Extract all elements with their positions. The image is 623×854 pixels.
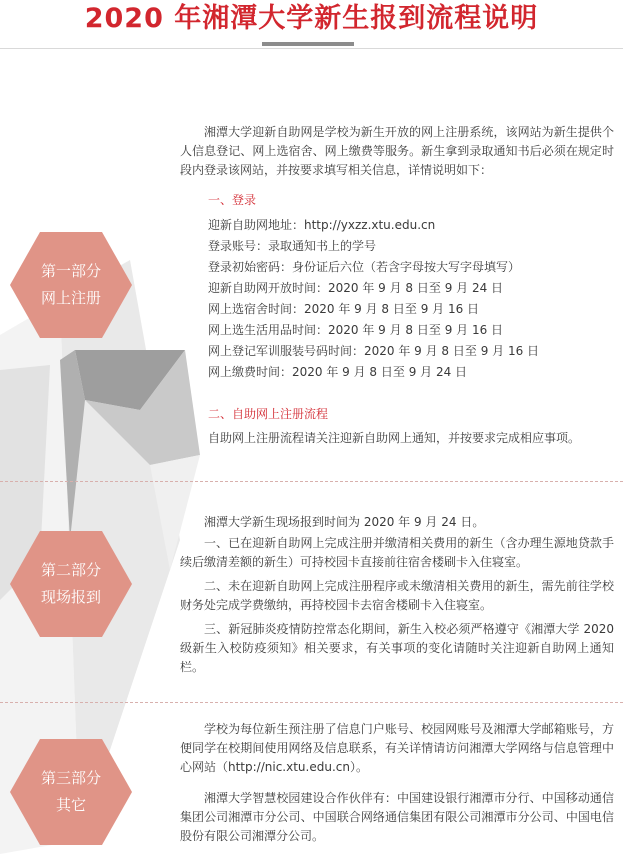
login-heading: 一、登录 <box>208 193 257 207</box>
part1-intro: 湘潭大学迎新自助网是学校为新生开放的网上注册系统，该网站为新生提供个人信息登记、网上选宿舍、网上缴费等服务。新生拿到录取通知书后必须在规定时段内登录该网站，并按要求填写相关信息，详情说明如下： <box>180 125 614 177</box>
part2-item2: 二、未在迎新自助网上完成注册程序或未缴清相关费用的新生，需先前往学校财务处完成学费缴纳，再持校园卡去宿舍楼刷卡入住寝室。 <box>180 579 614 612</box>
section-label-part1 <box>10 232 132 338</box>
flow-heading: 二、自助网上注册流程 <box>208 407 329 421</box>
login-item: 网上缴费时间：2020 年 9 月 8 日至 9 月 24 日 <box>208 365 468 379</box>
flow-text: 自助网上注册流程请关注迎新自助网上通知，并按要求完成相应事项。 <box>208 431 581 445</box>
login-item: 登录账号：录取通知书上的学号 <box>208 239 377 253</box>
section-label-part3 <box>10 739 132 845</box>
login-item: 迎新自助网地址：http://yxzz.xtu.edu.cn <box>208 218 436 232</box>
title-underline-bar <box>262 42 354 46</box>
login-item: 迎新自助网开放时间：2020 年 9 月 8 日至 9 月 24 日 <box>208 281 504 295</box>
section-label-line2: 网上注册 <box>40 289 101 307</box>
page-title: 2020 年湘潭大学新生报到流程说明 <box>84 3 539 34</box>
login-item: 网上选生活用品时间：2020 年 9 月 8 日至 9 月 16 日 <box>208 323 504 337</box>
section-label-line2: 其它 <box>55 796 86 814</box>
section-divider <box>0 702 623 703</box>
title-rule <box>0 48 623 49</box>
section-label-line2: 现场报到 <box>40 588 101 606</box>
login-item: 登录初始密码：身份证后六位（若含字母按大写字母填写） <box>208 260 521 274</box>
login-item: 网上登记军训服装号码时间：2020 年 9 月 8 日至 9 月 16 日 <box>208 344 540 358</box>
section-label-line1: 第二部分 <box>40 561 101 579</box>
part2-date: 湘潭大学新生现场报到时间为 2020 年 9 月 24 日。 <box>204 515 485 529</box>
section-label-line1: 第一部分 <box>40 262 101 280</box>
part3-para1: 学校为每位新生预注册了信息门户账号、校园网账号及湘潭大学邮箱账号，方便同学在校期间使用网络及信息联系，有关详情请访问湘潭大学网络与信息管理中心网站（http://nic.xtu.edu.cn）。 <box>180 722 614 774</box>
section-divider <box>0 481 623 482</box>
section-label-line1: 第三部分 <box>40 769 101 787</box>
part2-item3: 三、新冠肺炎疫情防控常态化期间，新生入校必须严格遵守《湘潭大学 2020 级新生入校防疫须知》相关要求，有关事项的变化请随时关注迎新自助网上通知栏。 <box>180 622 614 674</box>
part3-para2: 湘潭大学智慧校园建设合作伙伴有：中国建设银行湘潭市分行、中国移动通信集团公司湘潭市分公司、中国联合网络通信集团有限公司湘潭市分公司、中国电信股份有限公司湘潭分公司。 <box>180 791 614 843</box>
section-label-part2 <box>10 531 132 637</box>
login-item: 网上选宿舍时间：2020 年 9 月 8 日至 9 月 16 日 <box>208 302 480 316</box>
part2-item1: 一、已在迎新自助网上完成注册并缴清相关费用的新生（含办理生源地贷款手续后缴清差额的新生）可持校园卡直接前往宿舍楼刷卡入住寝室。 <box>180 536 614 569</box>
